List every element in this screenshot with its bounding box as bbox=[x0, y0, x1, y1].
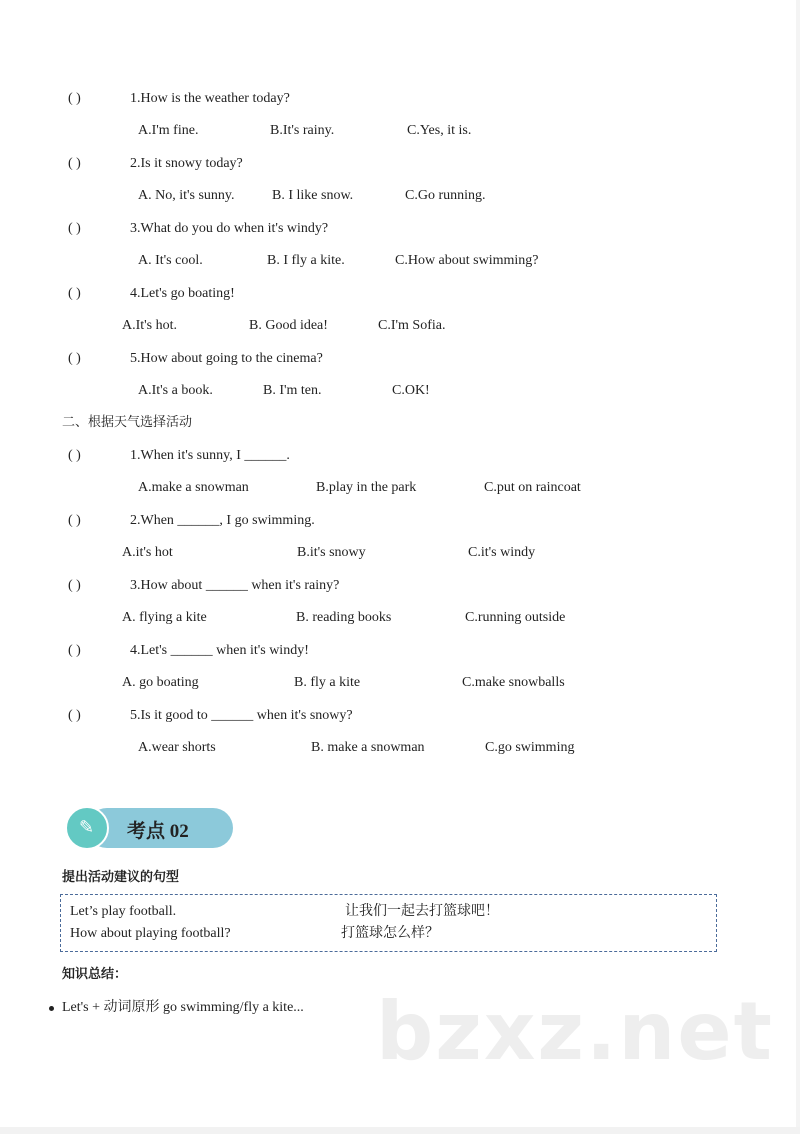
option-c: C.OK! bbox=[392, 383, 430, 398]
summary-title: 知识总结： bbox=[62, 967, 128, 982]
page-edge bbox=[796, 0, 800, 1134]
question-text: 2.Is it snowy today? bbox=[130, 156, 243, 171]
option-b: B.it's snowy bbox=[297, 545, 366, 560]
question-text: 5.Is it good to ______ when it's snowy? bbox=[130, 708, 353, 723]
option-c: C.Go running. bbox=[405, 188, 486, 203]
answer-blank[interactable]: ( ) bbox=[68, 578, 81, 593]
option-c: C.I'm Sofia. bbox=[378, 318, 446, 333]
answer-blank[interactable]: ( ) bbox=[68, 448, 81, 463]
option-b: B. Good idea! bbox=[249, 318, 328, 333]
option-a: A. go boating bbox=[122, 675, 199, 690]
option-b: B. I'm ten. bbox=[263, 383, 322, 398]
option-c: C.make snowballs bbox=[462, 675, 565, 690]
option-a: A.It's hot. bbox=[122, 318, 178, 333]
section-badge bbox=[65, 806, 233, 850]
section-subtitle: 提出活动建议的句型 bbox=[62, 870, 180, 885]
option-a: A.I'm fine. bbox=[138, 123, 199, 138]
answer-blank[interactable]: ( ) bbox=[68, 286, 81, 301]
part2-heading: 二、根据天气选择活动 bbox=[62, 415, 193, 430]
option-b: B.It's rainy. bbox=[270, 123, 335, 138]
summary-bullet: Let's + 动词原形 go swimming/fly a kite... bbox=[62, 1000, 304, 1015]
option-a: A.it's hot bbox=[122, 545, 173, 560]
option-c: C.put on raincoat bbox=[484, 480, 581, 495]
box-en-2: How about playing football? bbox=[70, 926, 231, 941]
box-en-1: Let’s play football. bbox=[70, 904, 177, 919]
option-a: A.wear shorts bbox=[138, 740, 216, 755]
option-c: C.running outside bbox=[465, 610, 566, 625]
option-b: B. make a snowman bbox=[311, 740, 425, 755]
question-text: 4.Let's go boating! bbox=[130, 286, 235, 301]
question-text: 3.What do you do when it's windy? bbox=[130, 221, 329, 236]
option-a: A. It's cool. bbox=[138, 253, 203, 268]
lamp-icon: ✎ bbox=[65, 806, 109, 850]
question-text: 1.When it's sunny, I ______. bbox=[130, 448, 290, 463]
question-text: 3.How about ______ when it's rainy? bbox=[130, 578, 340, 593]
answer-blank[interactable]: ( ) bbox=[68, 221, 81, 236]
option-a: A.It's a book. bbox=[138, 383, 213, 398]
option-a: A. flying a kite bbox=[122, 610, 207, 625]
option-c: C.How about swimming? bbox=[395, 253, 539, 268]
answer-blank[interactable]: ( ) bbox=[68, 91, 81, 106]
answer-blank[interactable]: ( ) bbox=[68, 156, 81, 171]
question-text: 1.How is the weather today? bbox=[130, 91, 290, 106]
option-b: B. reading books bbox=[296, 610, 392, 625]
question-text: 5.How about going to the cinema? bbox=[130, 351, 323, 366]
option-a: A. No, it's sunny. bbox=[138, 188, 235, 203]
option-b: B. I fly a kite. bbox=[267, 253, 345, 268]
option-c: C.it's windy bbox=[468, 545, 536, 560]
question-text: 4.Let's ______ when it's windy! bbox=[130, 643, 309, 658]
answer-blank[interactable]: ( ) bbox=[68, 643, 81, 658]
option-b: B. I like snow. bbox=[272, 188, 354, 203]
answer-blank[interactable]: ( ) bbox=[68, 708, 81, 723]
option-b: B.play in the park bbox=[316, 480, 417, 495]
watermark: bzxz.net bbox=[376, 985, 774, 1078]
option-c: C.go swimming bbox=[485, 740, 575, 755]
option-b: B. fly a kite bbox=[294, 675, 361, 690]
answer-blank[interactable]: ( ) bbox=[68, 513, 81, 528]
box-zh-1: 让我们一起去打篮球吧！ bbox=[345, 904, 499, 919]
page-bottom-edge bbox=[0, 1127, 800, 1134]
badge-label: 考点 02 bbox=[127, 821, 189, 842]
bullet-dot bbox=[49, 1006, 54, 1011]
option-a: A.make a snowman bbox=[138, 480, 249, 495]
option-c: C.Yes, it is. bbox=[407, 123, 472, 138]
box-zh-2: 打篮球怎么样？ bbox=[341, 926, 439, 941]
answer-blank[interactable]: ( ) bbox=[68, 351, 81, 366]
question-text: 2.When ______, I go swimming. bbox=[130, 513, 315, 528]
sentence-box bbox=[60, 894, 717, 952]
